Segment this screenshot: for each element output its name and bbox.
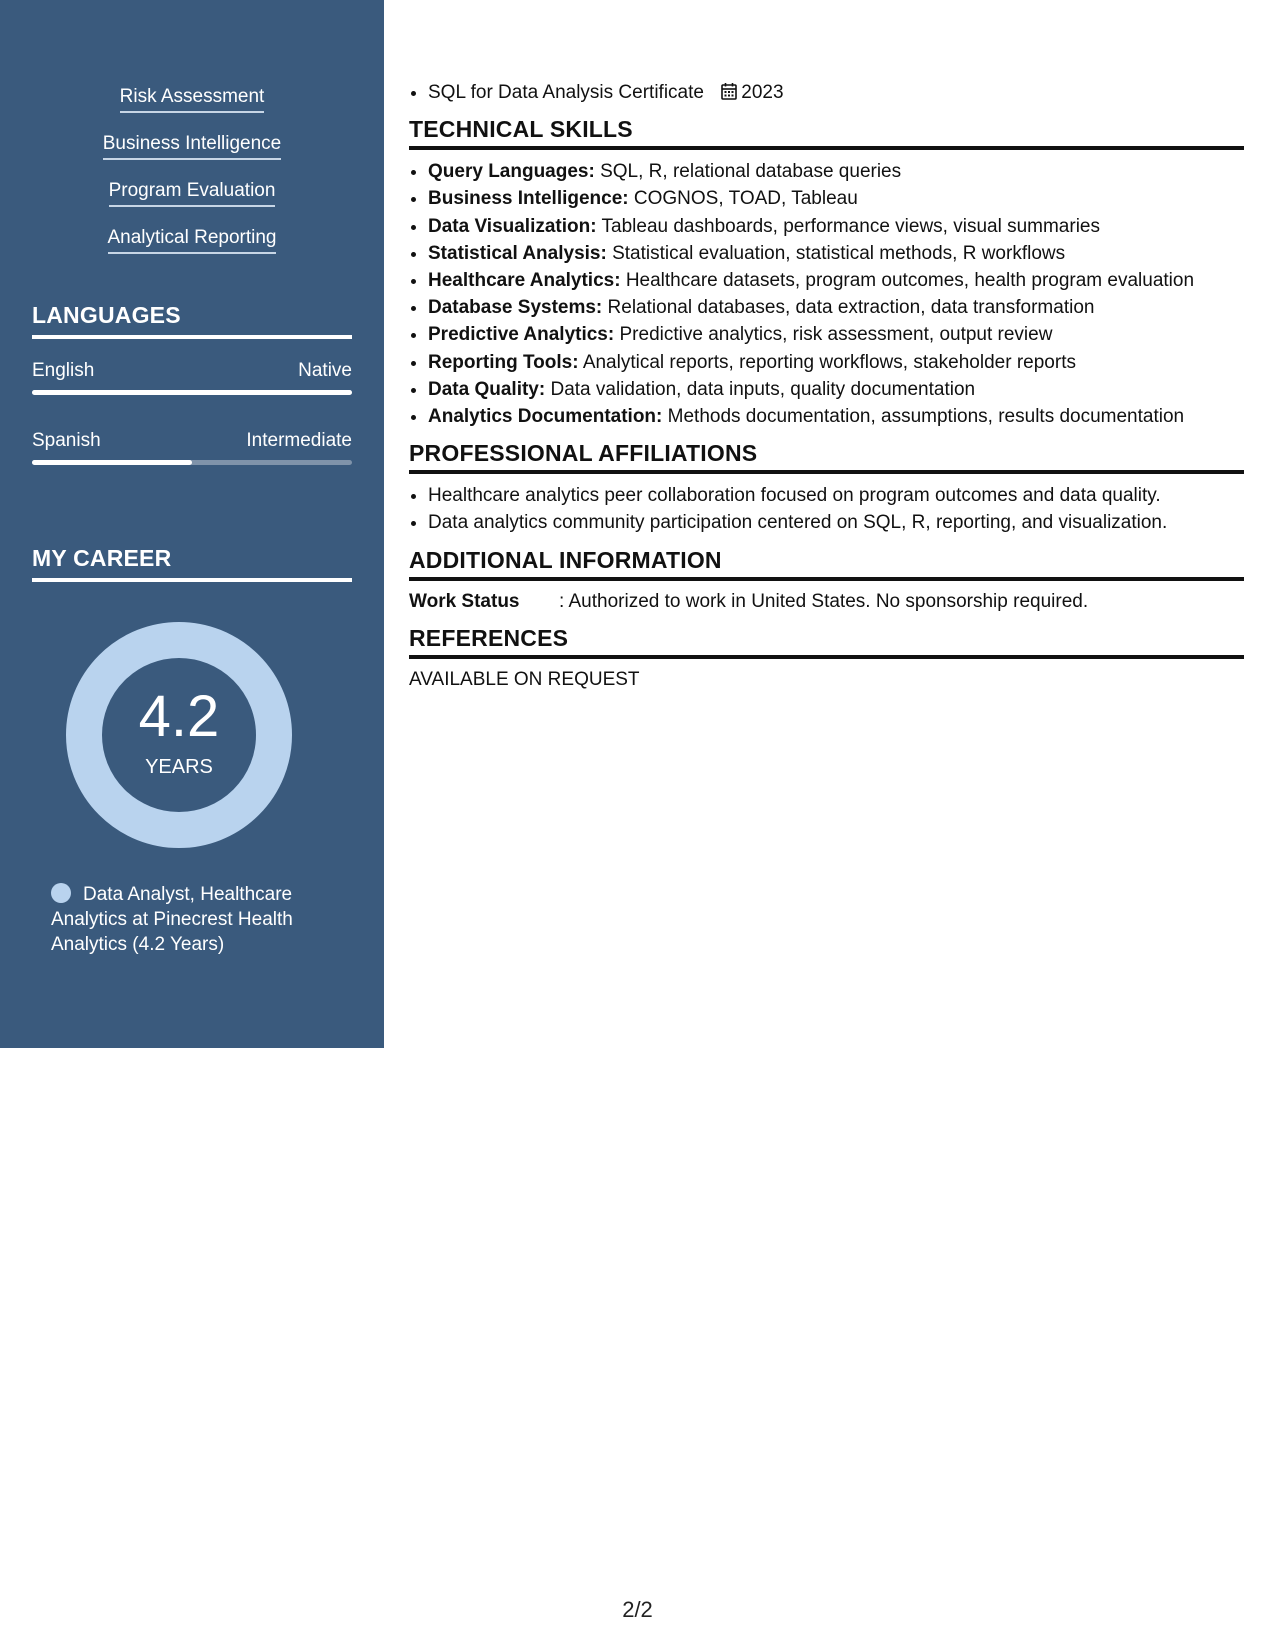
skill-tag: Business Intelligence (103, 133, 282, 160)
language-level: Native (298, 360, 352, 381)
skill-text: Statistical evaluation, statistical methods, R workflows (612, 242, 1066, 264)
work-status-value: : Authorized to work in United States. No sponsorship required. (559, 590, 1089, 612)
skill-text: Tableau dashboards, performance views, visual summaries (601, 215, 1100, 237)
certification-item (428, 79, 1244, 106)
language-proficiency-bar (32, 460, 352, 465)
skill-text: Relational databases, data extraction, data transformation (607, 297, 1095, 319)
skill-text: Analytical reports, reporting workflows, stakeholder reports (582, 351, 1076, 373)
career-heading: MY CAREER (32, 545, 352, 582)
skill-item (428, 185, 1244, 212)
skill-item (428, 267, 1244, 294)
skill-label: Reporting Tools: (428, 351, 579, 373)
affiliation-item: • Healthcare analytics peer collaboration focused on program outcomes and data quality. (428, 482, 1244, 509)
work-status-label: Work Status (409, 590, 520, 612)
skill-text: Healthcare datasets, program outcomes, health program evaluation (625, 270, 1195, 292)
skill-label: Healthcare Analytics: (428, 270, 621, 292)
language-name: Spanish (32, 430, 101, 451)
skill-label: Predictive Analytics: (428, 324, 615, 346)
calendar-icon (721, 82, 737, 100)
skill-text: Methods documentation, assumptions, results documentation (667, 406, 1185, 428)
technical-skills-list (409, 158, 1244, 430)
skill-text: Predictive analytics, risk assessment, output review (619, 324, 1053, 346)
references-heading: REFERENCES (409, 625, 1244, 659)
skill-item (428, 158, 1244, 185)
skill-label: Analytics Documentation: (428, 406, 663, 428)
references-text: AVAILABLE ON REQUEST (409, 668, 640, 690)
additional-info-heading: ADDITIONAL INFORMATION (409, 547, 1244, 581)
skill-text: Data validation, data inputs, quality documentation (550, 378, 976, 400)
skill-item (428, 213, 1244, 240)
language-name: English (32, 360, 95, 381)
career-item-text: Data Analyst, Healthcare Analytics at Pinecrest Health Analytics (4.2 Years) (51, 884, 293, 955)
skills-list (0, 86, 384, 274)
affiliations-list (409, 482, 1244, 536)
technical-skills-heading: TECHNICAL SKILLS (409, 116, 1244, 150)
sidebar (0, 0, 384, 1048)
certification-list (409, 79, 1244, 106)
legend-dot-icon (51, 883, 71, 903)
skill-text: COGNOS, TOAD, Tableau (633, 188, 858, 210)
skill-label: Data Visualization: (428, 215, 597, 237)
career-legend-item (51, 882, 321, 957)
skill-label: Data Quality: (428, 378, 546, 400)
affiliation-item: • Data analytics community participation centered on SQL, R, reporting, and visualization. (428, 509, 1244, 536)
skill-label: Statistical Analysis: (428, 242, 607, 264)
affiliations-heading: PROFESSIONAL AFFILIATIONS (409, 440, 1244, 474)
career-years-value: 4.2 (138, 684, 220, 749)
skill-tag: Program Evaluation (109, 180, 276, 207)
language-proficiency-fill (32, 390, 352, 395)
certification-year: 2023 (741, 82, 784, 103)
career-years-unit: YEARS (145, 756, 213, 778)
skill-item (428, 349, 1244, 376)
skill-label: Database Systems: (428, 297, 603, 319)
skill-item (428, 240, 1244, 267)
main-content (409, 0, 1244, 693)
skill-item (428, 376, 1244, 403)
languages-heading: LANGUAGES (32, 302, 352, 339)
skill-tag: Risk Assessment (120, 86, 265, 113)
skill-item (428, 321, 1244, 348)
skill-tag: Analytical Reporting (108, 227, 277, 254)
work-status-row (409, 589, 1244, 615)
language-level: Intermediate (246, 430, 352, 451)
skill-item (428, 294, 1244, 321)
skill-label: Business Intelligence: (428, 188, 629, 210)
skill-item (428, 403, 1244, 430)
language-proficiency-fill (32, 460, 192, 465)
skill-text: SQL, R, relational database queries (600, 161, 902, 183)
page-number: 2/2 (622, 1597, 653, 1622)
certification-name: SQL for Data Analysis Certificate (428, 82, 704, 103)
language-proficiency-bar (32, 390, 352, 395)
skill-label: Query Languages: (428, 161, 595, 183)
